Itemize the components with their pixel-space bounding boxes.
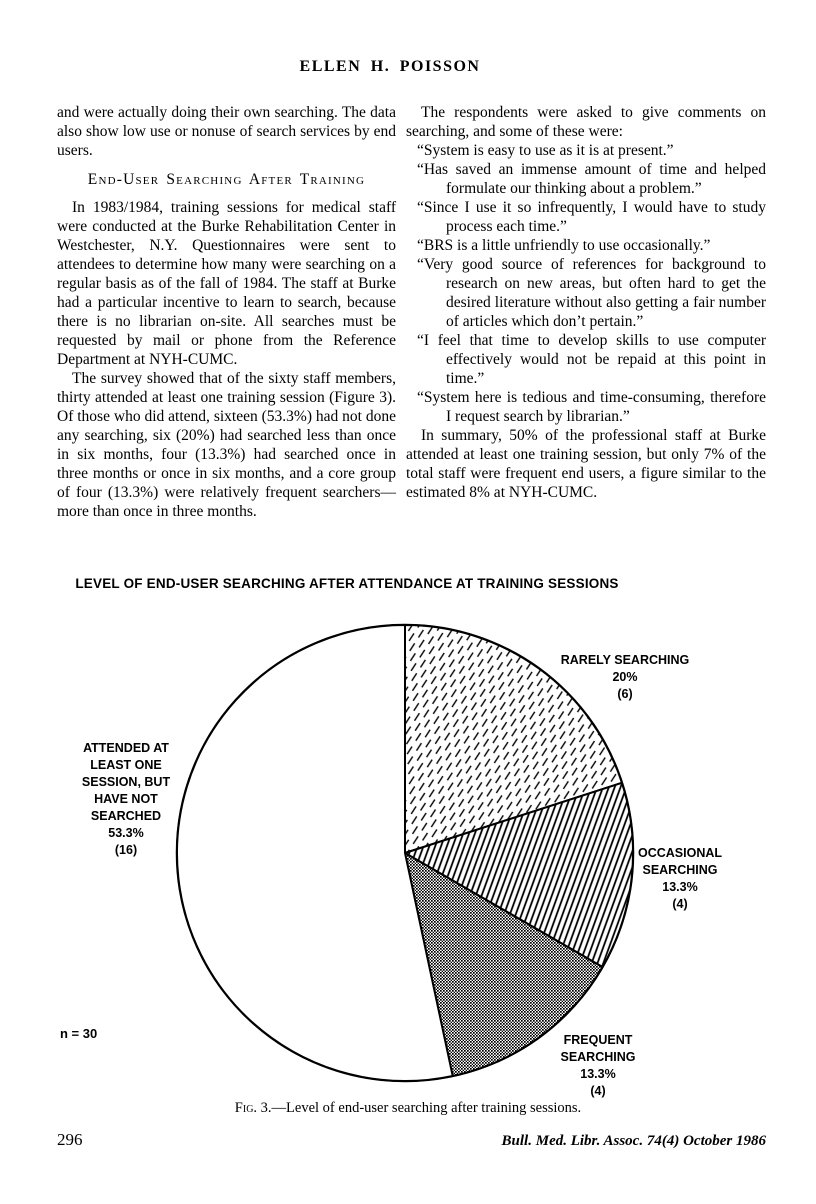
slice-count: (16) (114, 843, 138, 857)
slice-count: (6) (617, 687, 633, 701)
slice-percent: 53.3% (108, 826, 144, 840)
left-column (57, 103, 396, 521)
figure-caption-text: —Level of end-user searching after training sessions. (271, 1100, 582, 1116)
slice-count: (4) (672, 897, 688, 911)
page-number: 296 (57, 1130, 83, 1149)
slice-label-frequent (548, 1032, 648, 1100)
slice-label-occasional (630, 845, 730, 913)
paragraph: The respondents were asked to give comments on searching, and some of these were: (406, 104, 766, 140)
paragraph: In summary, 50% of the professional staff at Burke attended at least one training session, but only 7% of the total staff were frequent end users, a figure similar to the estimated 8% at NYH-CUMC. (406, 427, 766, 501)
sample-size-label: n = 30 (60, 1026, 98, 1041)
slice-count: (4) (590, 1084, 606, 1098)
slice-label-text: OCCASIONAL SEARCHING (637, 846, 723, 877)
right-column (406, 103, 766, 502)
section-heading: End-User Searching After Training (87, 171, 366, 188)
slice-label-text: ATTENDED AT LEAST ONE SESSION, BUT HAVE NOT SEARCHED (81, 741, 171, 823)
quote-item: “I feel that time to develop skills to use computer effectively would not be repaid at this point in time.” (417, 332, 766, 387)
quote-item: “System here is tedious and time-consuming, therefore I request search by librarian.” (417, 389, 766, 425)
quote-item: “Since I use it so infrequently, I would have to study process each time.” (417, 199, 766, 235)
paragraph: In 1983/1984, training sessions for medical staff were conducted at the Burke Rehabilitation Center in Westchester, N.Y. Questionnaires were sent to attendees to determine how many were searching on a regular basis as of the fall of 1984. The staff at Burke had a particular incentive to learn to search, because there is no librarian on-site. All searches must be requested by mail or phone from the Reference Department at NYH-CUMC. (57, 199, 396, 368)
figure-title: LEVEL OF END-USER SEARCHING AFTER ATTENDANCE AT TRAINING SESSIONS (75, 576, 619, 591)
quote-item: “Very good source of references for background to research on new areas, but often hard to get the desired literature without also getting a fair number of articles which don’t pertain.” (417, 256, 766, 330)
journal-reference: Bull. Med. Libr. Assoc. 74(4) October 1986 (501, 1133, 766, 1149)
paragraph: The survey showed that of the sixty staff members, thirty attended at least one training session (Figure 3). Of those who did attend, sixteen (53.3%) had not done any searching, six (20%) had searched less than once in six months, four (13.3%) had searched once in three months or once in six months, and a core group of four (13.3%) were relatively frequent searchers—more than once in three months. (57, 370, 396, 520)
quote-item: “Has saved an immense amount of time and helped formulate our thinking about a problem.” (417, 161, 766, 197)
slice-percent: 20% (612, 670, 638, 684)
figure-caption (57, 1100, 759, 1117)
figure-caption-label: Fig. 3. (234, 1100, 272, 1116)
slice-label-text: RARELY SEARCHING (560, 653, 690, 667)
author-header: ELLEN H. POISSON (299, 58, 481, 75)
slice-label-attended (70, 740, 182, 859)
slice-label-rarely (545, 652, 705, 703)
paragraph: and were actually doing their own searching. The data also show low use or nonuse of search services by end users. (57, 104, 396, 159)
quote-item: “BRS is a little unfriendly to use occasionally.” (417, 237, 711, 254)
slice-label-text: FREQUENT SEARCHING (560, 1033, 636, 1064)
slice-percent: 13.3% (662, 880, 698, 894)
slice-percent: 13.3% (580, 1067, 616, 1081)
quote-item: “System is easy to use as it is at present.” (417, 142, 674, 159)
